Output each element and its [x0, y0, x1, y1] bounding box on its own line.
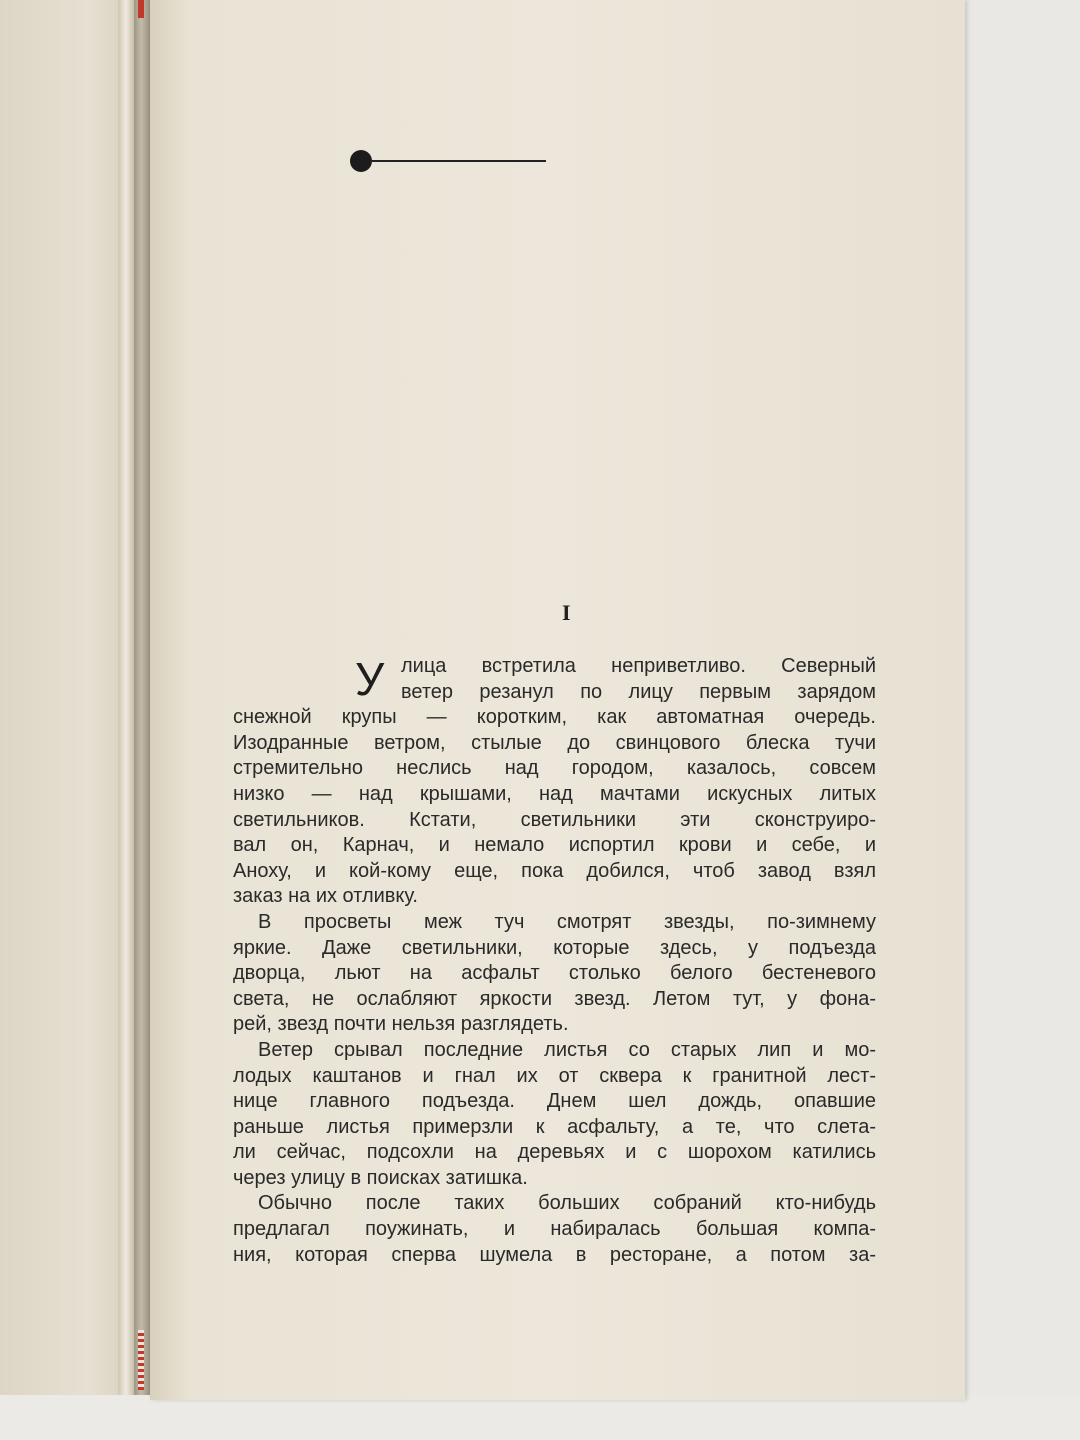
paragraph: [233, 1038, 876, 1192]
page-edge: [118, 0, 134, 1400]
drop-cap: У: [355, 654, 385, 705]
text-line: нице главного подъезда. Днем шел дождь, опавшие: [233, 1090, 876, 1113]
body-text: [233, 654, 876, 1268]
ornament-rule: [370, 160, 546, 162]
text-line: лица встретила неприветливо. Северный: [401, 655, 876, 677]
text-line: предлагал поужинать, и набиралась большая компа-: [233, 1218, 876, 1241]
spine-thread: [138, 1330, 144, 1390]
paragraph: [233, 910, 876, 1038]
text-line: раньше листья примерзли к асфальту, а те, что слета-: [233, 1115, 876, 1138]
chapter-ornament: [350, 150, 550, 172]
previous-page: [0, 0, 128, 1440]
text-line: низко — над крышами, над мачтами искусных литых: [233, 782, 876, 805]
spine-thread: [138, 0, 144, 18]
paragraph: [233, 654, 876, 910]
text-line: Ветер срывал последние листья со старых лип и мо-: [258, 1038, 876, 1061]
text-line: стремительно неслись над городом, казалось, совсем: [233, 757, 876, 780]
text-line: Обычно после таких больших собраний кто-нибудь: [258, 1192, 876, 1215]
text-line: заказ на их отливку.: [233, 885, 418, 908]
text-line: светильников. Кстати, светильники эти сконструиро-: [233, 808, 876, 831]
ornament-dot-icon: [350, 150, 372, 172]
text-line: лодых каштанов и гнал их от сквера к гранитной лест-: [233, 1064, 876, 1087]
text-line: Аноху, и кой-кому еще, пока добился, чтоб завод взял: [233, 859, 876, 882]
text-line: ли сейчас, подсохли на деревьях и с шорохом катились: [233, 1141, 876, 1164]
text-line: Изодранные ветром, стылые до свинцового блеска тучи: [233, 731, 876, 754]
text-line: снежной крупы — коротким, как автоматная очередь.: [233, 706, 876, 729]
text-line: света, не ослабляют яркости звезд. Летом тут, у фона-: [233, 987, 876, 1010]
text-line: В просветы меж туч смотрят звезды, по-зимнему: [258, 910, 876, 933]
text-line: ветер резанул по лицу первым зарядом: [401, 680, 876, 703]
text-line: ния, которая сперва шумела в ресторане, а потом за-: [233, 1243, 876, 1266]
text-line: через улицу в поисках затишка.: [233, 1166, 528, 1189]
text-line: вал он, Карнач, и немало испортил крови и себе, и: [233, 834, 876, 857]
table-surface: [0, 1395, 1080, 1440]
chapter-number: I: [562, 600, 571, 625]
text-line: яркие. Даже светильники, которые здесь, у подъезда: [233, 936, 876, 959]
text-line: рей, звезд почти нельзя разглядеть.: [233, 1013, 569, 1036]
paragraph: [233, 1191, 876, 1268]
text-line: дворца, льют на асфальт столько белого бестеневого: [233, 962, 876, 985]
